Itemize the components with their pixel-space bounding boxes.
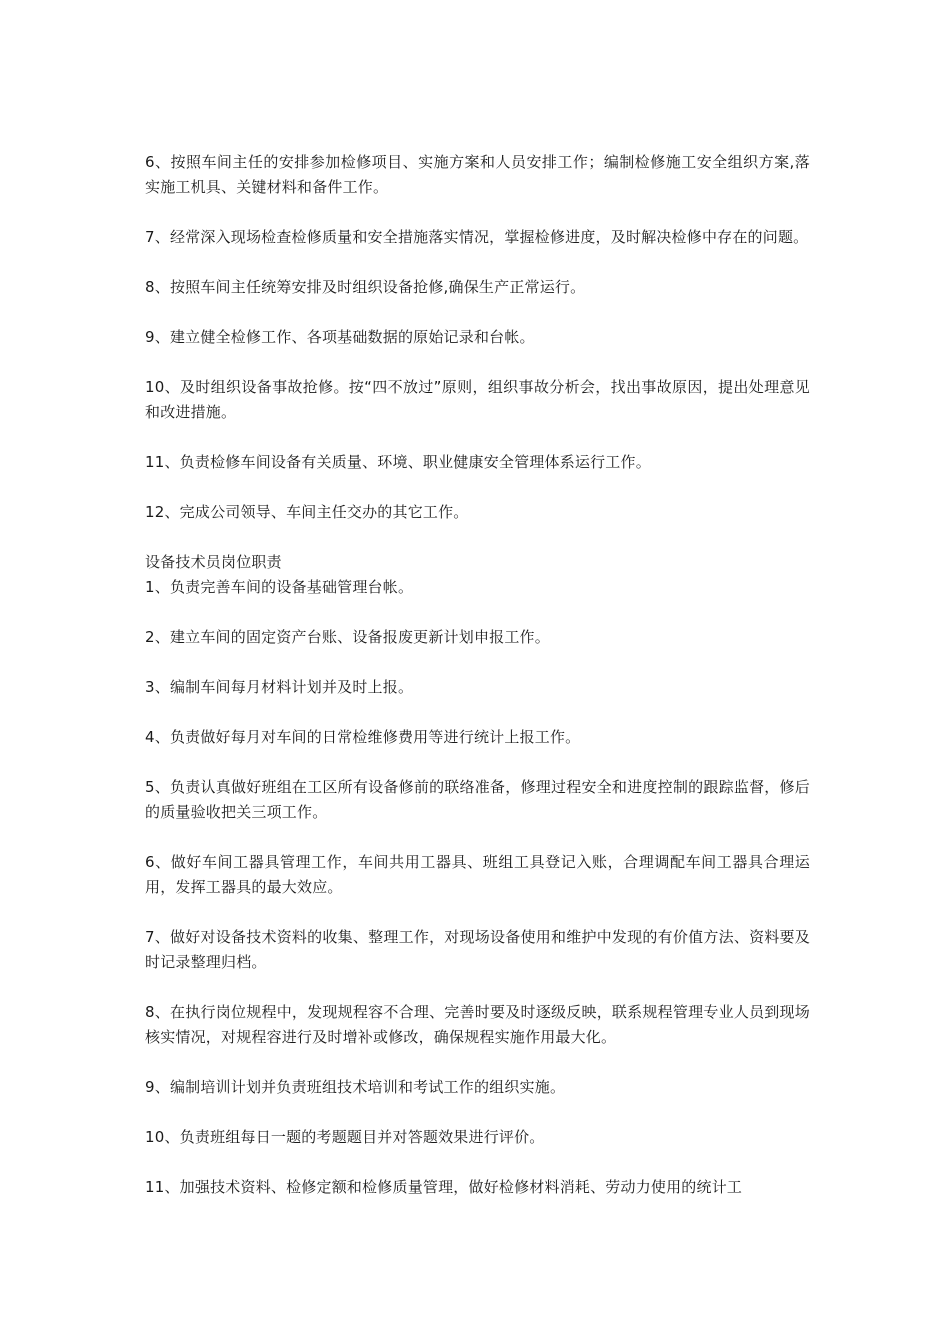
section2-item-10: 10、负责班组每日一题的考题题目并对答题效果进行评价。 [145,1128,545,1146]
section1-item-9: 9、建立健全检修工作、各项基础数据的原始记录和台帐。 [145,328,535,346]
section1-item-7: 7、经常深入现场检查检修质量和安全措施落实情况，掌握检修进度，及时解决检修中存在的问题。 [145,228,809,246]
section2-item-8: 8、在执行岗位规程中，发现规程容不合理、完善时要及时逐级反映，联系规程管理专业人员到现场核实情况，对规程容进行及时增补或修改，确保规程实施作用最大化。 [145,1003,810,1046]
section2-item-5: 5、负责认真做好班组在工区所有设备修前的联络准备，修理过程安全和进度控制的跟踪监督，修后的质量验收把关三项工作。 [145,778,810,821]
section1-item-6: 6、按照车间主任的安排参加检修项目、实施方案和人员安排工作；编制检修施工安全组织方案,落实施工机具、关键材料和备件工作。 [145,153,810,196]
section2-item-1: 1、负责完善车间的设备基础管理台帐。 [145,578,414,596]
section2-item-3: 3、编制车间每月材料计划并及时上报。 [145,678,414,696]
section2-item-11: 11、加强技术资料、检修定额和检修质量管理，做好检修材料消耗、劳动力使用的统计工 [145,1178,743,1196]
section2-item-2: 2、建立车间的固定资产台账、设备报废更新计划申报工作。 [145,628,550,646]
section2-item-7: 7、做好对设备技术资料的收集、整理工作，对现场设备使用和维护中发现的有价值方法、资料要及时记录整理归档。 [145,928,810,971]
section2-item-6: 6、做好车间工器具管理工作，车间共用工器具、班组工具登记入账，合理调配车间工器具合理运用，发挥工器具的最大效应。 [145,853,810,896]
document-body [145,150,810,1225]
section1-item-11: 11、负责检修车间设备有关质量、环境、职业健康安全管理体系运行工作。 [145,453,651,471]
section2-heading: 设备技术员岗位职责 [145,553,282,571]
section2-item-4: 4、负责做好每月对车间的日常检维修费用等进行统计上报工作。 [145,728,581,746]
section1-item-8: 8、按照车间主任统筹安排及时组织设备抢修,确保生产正常运行。 [145,278,586,296]
section2-item-9: 9、编制培训计划并负责班组技术培训和考试工作的组织实施。 [145,1078,566,1096]
section1-item-12: 12、完成公司领导、车间主任交办的其它工作。 [145,503,469,521]
section1-item-10: 10、及时组织设备事故抢修。按“四不放过”原则，组织事故分析会，找出事故原因，提出处理意见和改进措施。 [145,378,810,421]
